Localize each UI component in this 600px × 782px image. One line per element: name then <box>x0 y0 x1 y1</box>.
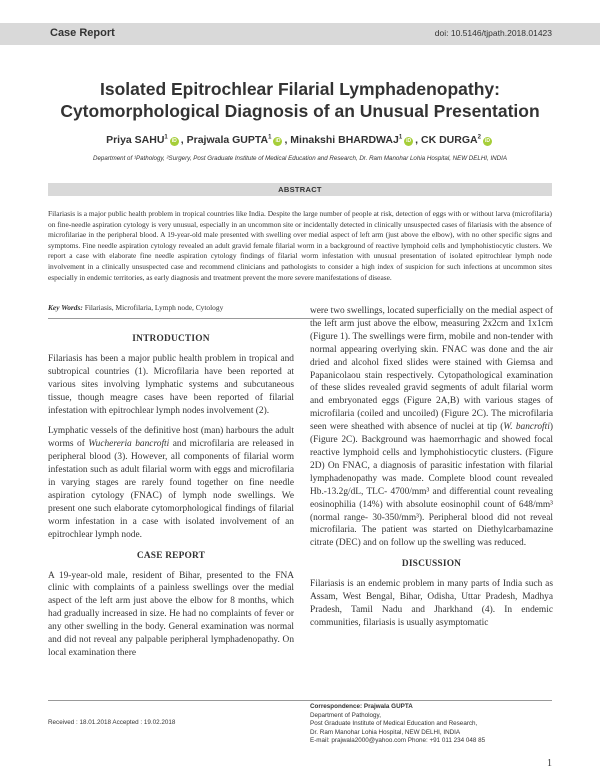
header-bar <box>0 23 600 45</box>
intro-paragraph-2 <box>48 425 294 541</box>
intro-text: Lymphatic vessels of the definitive host (man) harbours the adult worms of <box>48 426 294 450</box>
correspondence-label: Correspondence: Prajwala GUPTA <box>310 703 413 710</box>
page-number: 1 <box>547 758 552 769</box>
case-text: were two swellings, located superficially on the medial aspect of the left arm just above the elbow, measuring 2x2cm and 1x1cm (Figure 1). The swellings were firm, mobile and non-tender with normal appearing overlying skin. FNAC was done and the air dried and alcohol fixed slides were stained with Giemsa and Papanicolaou stain respectively. Cytopathological examination of these slides revealed gravid segments of adult filarial worm and embryonated eggs (Figure 2A,B) with various stages of microfilaria (coiled and uncoiled) (Figure 2C). The microfilaria seen were sheathed with absence of nuclei at tip ( <box>310 306 553 433</box>
author-name: Prajwala GUPTA <box>186 134 269 146</box>
author-name: Priya SAHU <box>106 134 165 146</box>
left-column <box>48 333 294 668</box>
case-text: ) (Figure 2C). Background was haemorrhagic and showed focal reactive lymphoid cells and lymphohistiocytic clusters. (Figure 2D) On FNAC, a diagnosis of parasitic infestation with filarial lymphadenopathy was made. Complete blood count revealed Hb.-13.2g/dL, TLC- 4700/mm³ and differential count revealing eosinophilia (14%) with absolute eosinophil count of 648/mm³ (normal range- 30-350/mm³). Peripheral blood did not reveal microfilaria. The patient was started on Diethylcarbamazine citrate (DEC) and on follow up the swelling was reduced. <box>310 422 553 549</box>
abstract-heading: ABSTRACT <box>48 183 552 196</box>
title-line-2: Cytomorphological Diagnosis of an Unusual Presentation <box>60 101 540 121</box>
introduction-heading: INTRODUCTION <box>132 334 210 344</box>
orcid-icon[interactable]: iD <box>275 138 281 144</box>
keywords-list: Filariasis, Microfilaria, Lymph node, Cytology <box>84 303 224 312</box>
author-affiliation-mark: 1 <box>398 134 403 141</box>
correspondence-email: E-mail: prajwala2000@yahoo.com Phone: +91 011 234 048 85 <box>310 737 486 745</box>
doi-text: doi: 10.5146/tjpath.2018.01423 <box>434 28 552 38</box>
author-list: Priya SAHU$^1$iD , Prajwala GUPTA$^1$iD , Minakshi BHARDWAJ$^1$iD , CK DURGA$^2$iD <box>106 134 490 146</box>
orcid-icon[interactable]: iD <box>171 138 177 144</box>
orcid-icon[interactable]: iD <box>406 138 412 144</box>
species-name: W. bancrofti <box>503 422 550 433</box>
correspondence-line: Post Graduate Institute of Medical Education and Research, <box>310 720 478 728</box>
author-name: Minakshi BHARDWAJ <box>290 134 399 146</box>
author-affiliation-mark: 2 <box>477 134 481 141</box>
discussion-heading: DISCUSSION <box>401 559 462 570</box>
abstract-text: Filariasis is a major public health problem in tropical countries like India. Despite the large number of people at risk, detection of eggs with or without larva (microfilaria) on fine-needle aspiration cytology is very unusual, especially in an uncommon site or incidentally detected in clinically unsuspected cases of filariasis with the absence of microfilariae in the peripheral blood. A 19-year-old male presented with swelling over medial aspect of left arm (just above the elbow), with no other specific signs and symptoms. Fine needle aspiration cytology revealed an adult gravid female filarial worm in a background of reactive lymphoid cells and lymphohistiocytic clusters. We report a case with elaborate fine needle aspiration cytology findings of filarial worm infestation with unusual presentation of isolated epitrochlear lymph node involvement in a clinically unsuspected case and recommend clinicians and pathologists to consider a high index of suspicion for such infections at uncommon sites especially in endemic territories, as early diagnosis and treatment prevent the more severe manifestations of disease. <box>48 209 552 282</box>
affiliation: Department of ¹Pathology, ²Surgery, Post Graduate Institute of Medical Education and Research, Dr. Ram Manohar Lohia Hospital, NEW DELHI, INDIA <box>93 155 507 162</box>
received-dates: Received : 18.01.2018 Accepted : 19.02.2018 <box>48 719 176 726</box>
author-affiliation-mark: 1 <box>164 134 168 141</box>
discussion-paragraph-1: Filariasis is an endemic problem in many parts of India such as Assam, West Bengal, Bihar, Odisha, Uttar Pradesh, Madhya Pradesh, Tamil Nadu and Jharkhand (4). In endemic communities, filariasis is usually asymptomatic <box>310 579 553 628</box>
correspondence-line: Dr. Ram Manohar Lohia Hospital, NEW DELHI, INDIA <box>310 728 461 736</box>
case-report-heading: CASE REPORT <box>136 550 206 561</box>
case-paragraph-1: A 19-year-old male, resident of Bihar, presented to the FNA clinic with complaints of a painless swellings over the medial aspect of the left arm just above the elbow for 8 months, which had gradually increased in size. He had no complaints of fever or any other swelling in the body. General examination was normal and did not reveal any palpable peripheral lymphadenopathy. On local examination there <box>48 570 294 658</box>
right-column <box>310 305 553 638</box>
footer-divider <box>48 700 552 701</box>
author-affiliation-mark: 1 <box>268 134 272 141</box>
section-label: Case Report <box>50 27 115 39</box>
orcid-icon[interactable]: iD <box>484 138 490 144</box>
case-paragraph-2 <box>310 305 553 550</box>
correspondence-line: Department of Pathology, <box>310 711 381 719</box>
species-name: Wuchereria bancrofti <box>88 439 170 450</box>
intro-paragraph-1: Filariasis has been a major public health problem in tropical and subtropical countries (1). Microfilaria have been reported at various sites involving lymphatic systems and subcutaneous tissue, though meagre cases have been reported of filarial infestation with epitrochlear lymph nodes involvement (2). <box>48 353 294 416</box>
article-title <box>40 78 560 122</box>
keywords-label: Key Words: <box>48 303 83 312</box>
author-name: CK DURGA <box>421 134 478 146</box>
intro-text: and microfilaria are released in peripheral blood (3). However, all components of filarial worm infestation such as adult filarial worm with eggs and microfilaria in varying stages are rarely found together on fine needle aspiration cytology (FNAC) of lymph node swellings. We present one such elaborate cytomorphological findings of filarial worm infestation in a case with isolated involvement of an epitrochlear lymph node. <box>48 439 294 540</box>
title-line-1: Isolated Epitrochlear Filarial Lymphadenopathy: <box>100 79 500 99</box>
correspondence <box>310 703 550 746</box>
